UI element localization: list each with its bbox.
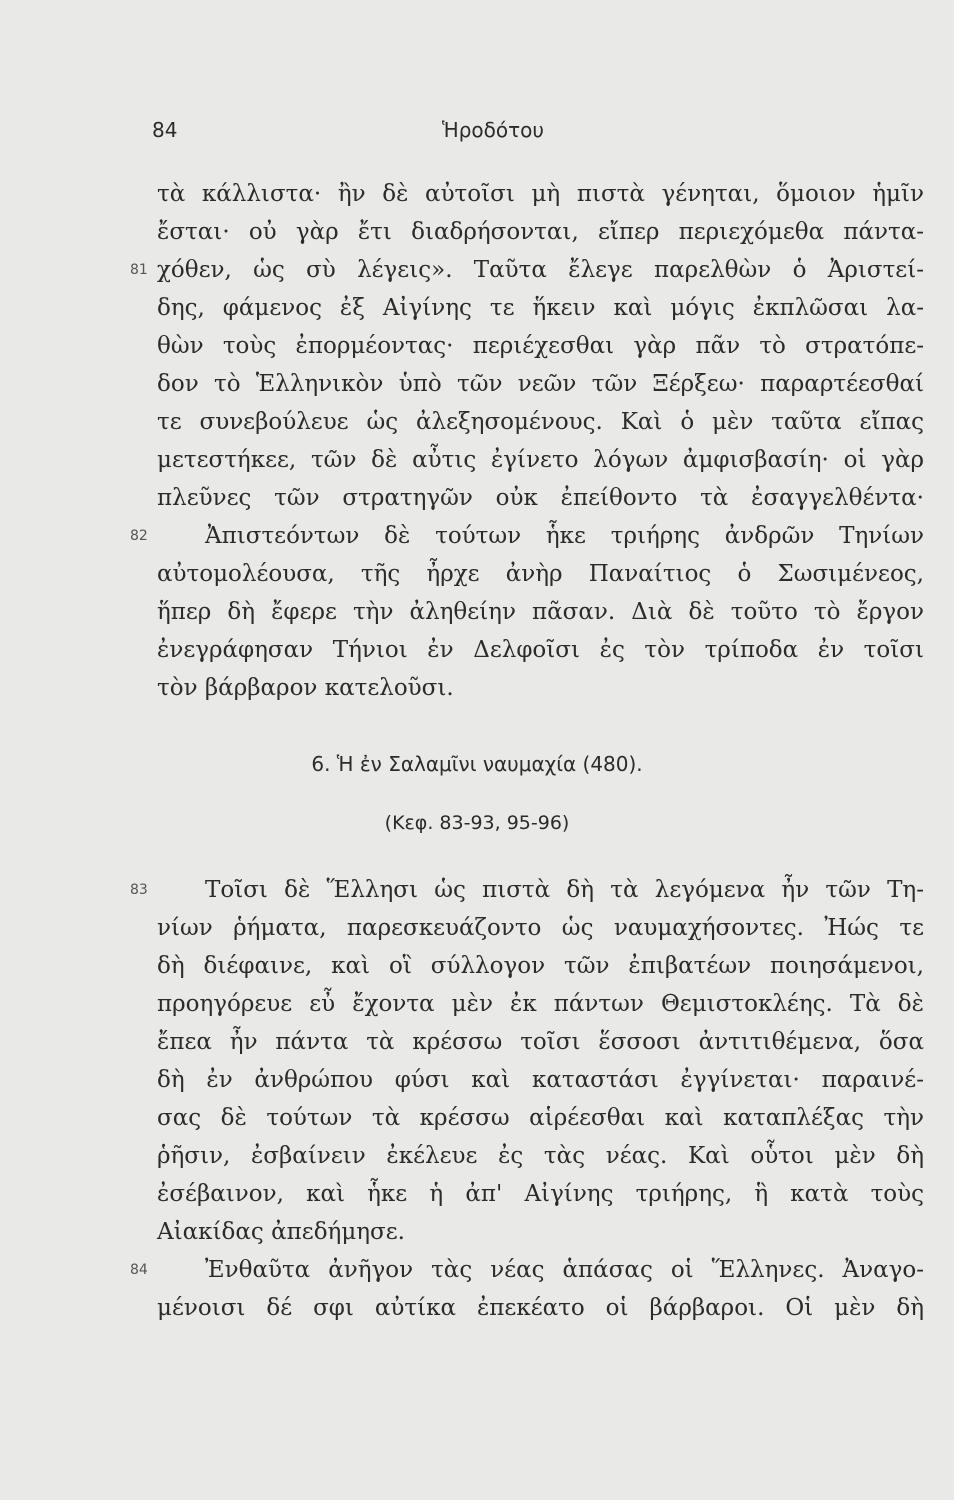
text-line: μένοισι δέ σφι αὐτίκα ἐπεκέατο οἱ βάρβαροι. Οἱ μὲν δὴ (157, 1295, 924, 1321)
margin-number: 81 (130, 262, 148, 278)
text-line: αὐτομολέουσα, τῆς ἦρχε ἀνὴρ Παναίτιος ὁ Σωσιμένεος, (157, 561, 924, 587)
text-line: Ἐνθαῦτα ἀνῆγον τὰς νέας ἁπάσας οἱ Ἕλληνες. Ἀναγο- (205, 1257, 924, 1283)
text-line: τὰ κάλλιστα· ἢν δὲ αὐτοῖσι μὴ πιστὰ γένηται, ὅμοιον ἡμῖν (157, 181, 924, 207)
section-title: 6. Ἡ ἐν Σαλαμῖνι ναυμαχία (480). (311, 752, 643, 776)
text-line: χόθεν, ὡς σὺ λέγεις». Ταῦτα ἔλεγε παρελθὼν ὁ Ἀριστεί- (157, 257, 924, 283)
text-line: πλεῦνες τῶν στρατηγῶν οὐκ ἐπείθοντο τὰ ἐσαγγελθέντα· (157, 485, 924, 511)
running-header (0, 118, 954, 148)
text-line: ἔπεα ἦν πάντα τὰ κρέσσω τοῖσι ἕσσοσι ἀντιτιθέμενα, ὅσα (157, 1029, 924, 1055)
text-line: θὼν τοὺς ἐπορμέοντας· περιέχεσθαι γὰρ πᾶν τὸ στρατόπε- (157, 333, 924, 359)
text-line: ἥπερ δὴ ἔφερε τὴν ἀληθείην πᾶσαν. Διὰ δὲ τοῦτο τὸ ἔργον (157, 599, 924, 625)
text-line: Ἀπιστεόντων δὲ τούτων ἧκε τριήρης ἀνδρῶν Τηνίων (205, 523, 924, 549)
text-line: μετεστήκεε, τῶν δὲ αὖτις ἐγίνετο λόγων ἀμφισβασίη· οἱ γὰρ (157, 447, 924, 473)
text-line: ἐνεγράφησαν Τήνιοι ἐν Δελφοῖσι ἐς τὸν τρίποδα ἐν τοῖσι (157, 637, 924, 663)
section-subtitle: (Κεφ. 83-93, 95-96) (384, 812, 570, 834)
text-line: τε συνεβούλευε ὡς ἀλεξησομένους. Καὶ ὁ μὲν ταῦτα εἴπας (157, 409, 924, 435)
text-line: Αἰακίδας ἀπεδήμησε. (157, 1219, 405, 1245)
text-line: προηγόρευε εὖ ἔχοντα μὲν ἐκ πάντων Θεμιστοκλέης. Τὰ δὲ (157, 991, 924, 1017)
margin-number: 83 (130, 882, 148, 898)
text-line: δὴ ἐν ἀνθρώπου φύσι καὶ καταστάσι ἐγγίνεται· παραινέ- (157, 1067, 924, 1093)
text-line: ῥῆσιν, ἐσβαίνειν ἐκέλευε ἐς τὰς νέας. Καὶ οὗτοι μὲν δὴ (157, 1143, 924, 1169)
text-line: ἔσται· οὐ γὰρ ἔτι διαδρήσονται, εἴπερ περιεχόμεθα πάντα- (157, 219, 924, 245)
text-line: τὸν βάρβαρον κατελοῦσι. (157, 675, 454, 701)
running-title: Ἡροδότου (442, 118, 544, 142)
margin-number: 82 (130, 528, 148, 544)
page-number: 84 (152, 118, 178, 142)
text-line: δὴ διέφαινε, καὶ οἳ σύλλογον τῶν ἐπιβατέων ποιησάμενοι, (157, 953, 924, 979)
text-line: νίων ῥήματα, παρεσκευάζοντο ὡς ναυμαχήσοντες. Ἠώς τε (157, 915, 924, 941)
text-line: Τοῖσι δὲ Ἕλλησι ὡς πιστὰ δὴ τὰ λεγόμενα ἦν τῶν Τη- (205, 877, 924, 903)
text-line: δης, φάμενος ἐξ Αἰγίνης τε ἥκειν καὶ μόγις ἐκπλῶσαι λα- (157, 295, 924, 321)
text-line: σας δὲ τούτων τὰ κρέσσω αἱρέεσθαι καὶ καταπλέξας τὴν (157, 1105, 924, 1131)
text-line: δον τὸ Ἑλληνικὸν ὑπὸ τῶν νεῶν τῶν Ξέρξεω· παραρτέεσθαί (157, 371, 924, 397)
text-line: ἐσέβαινον, καὶ ἧκε ἡ ἀπ' Αἰγίνης τριήρης, ἣ κατὰ τοὺς (157, 1181, 924, 1207)
margin-number: 84 (130, 1262, 148, 1278)
